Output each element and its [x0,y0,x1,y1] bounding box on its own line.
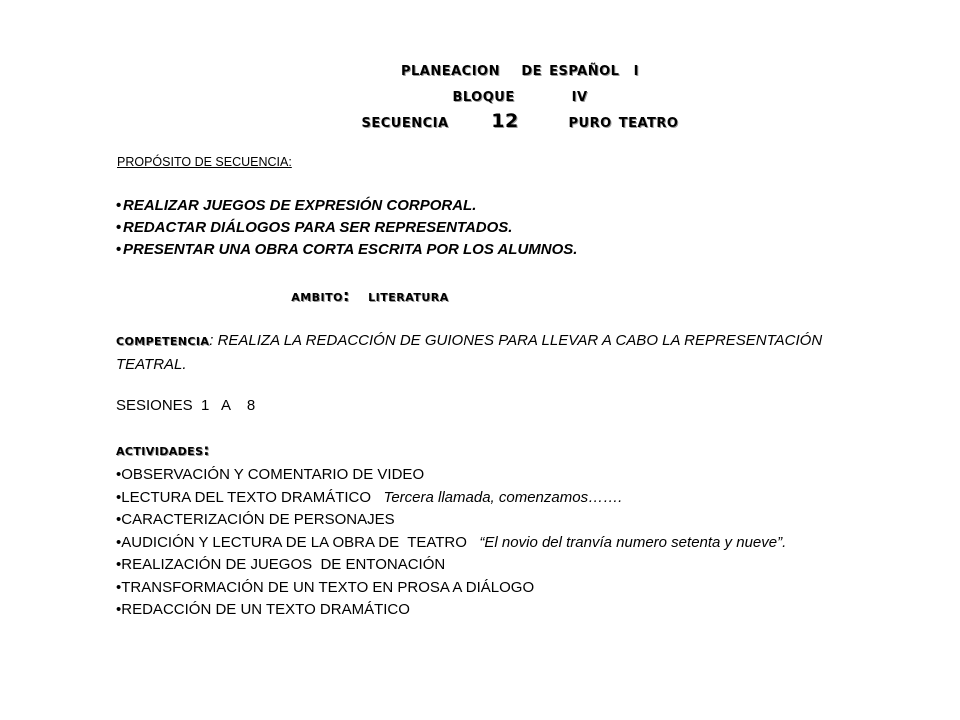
purpose-item [116,195,577,217]
bullet-icon: • [116,241,122,258]
bullet-icon: • [116,488,122,506]
activity-text: LECTURA DEL TEXTO DRAMÁTICO [121,488,384,506]
title-line-1: planeacion de español i [400,58,640,80]
purpose-item [116,217,577,239]
activity-item [116,554,786,577]
activity-text: OBSERVACIÓN Y COMENTARIO DE VIDEO [121,466,425,483]
activity-italic-text: Tercera llamada, comenzamos……. [383,488,623,506]
purpose-text: PRESENTAR UNA OBRA CORTA ESCRITA POR LOS ALUMNOS. [123,241,578,258]
activity-item [116,577,786,600]
activity-item [116,509,786,532]
activity-item [116,599,786,622]
purpose-item [116,239,577,261]
title-block [0,56,960,134]
sessions-line: SESIONES 1 A 8 [116,397,256,414]
activity-text: AUDICIÓN Y LECTURA DE LA OBRA DE TEATRO [121,533,480,551]
title-line-2: bloque iv [452,84,588,106]
competencia-label: competencia [116,331,210,349]
purpose-heading: PROPÓSITO DE SECUENCIA: [117,155,292,169]
bullet-icon: • [116,197,122,214]
activity-list [116,464,786,622]
bullet-icon: • [116,578,122,596]
activity-text: REALIZACIÓN DE JUEGOS DE ENTONACIÓN [121,556,446,573]
activity-item [116,487,786,510]
bullet-icon: • [116,219,122,236]
competencia-paragraph [116,328,896,377]
activity-italic-text: “El novio del tranvía numero setenta y nueve”. [479,533,787,551]
bullet-icon: • [116,556,122,573]
competencia-text: : REALIZA LA REDACCIÓN DE GUIONES PARA LLEVAR A CABO LA REPRESENTACIÓN TEATRAL. [116,332,823,373]
purpose-text: REDACTAR DIÁLOGOS PARA SER REPRESENTADOS. [123,219,513,236]
activities-heading: actividades: [116,441,210,459]
activity-text: REDACCIÓN DE UN TEXTO DRAMÁTICO [121,601,410,618]
activity-text: TRANSFORMACIÓN DE UN TEXTO EN PROSA A DIÁLOGO [121,578,535,596]
activity-item [116,532,786,555]
activity-text: CARACTERIZACIÓN DE PERSONAJES [121,511,395,528]
purpose-text: REALIZAR JUEGOS DE EXPRESIÓN CORPORAL. [123,197,477,214]
bullet-icon: • [116,533,122,551]
bullet-icon: • [116,466,122,483]
bullet-icon: • [116,601,122,618]
title-line-3: secuencia 12 puro teatro [361,110,679,132]
ambito-heading: ambito: literatura [291,286,449,305]
activity-item [116,464,786,487]
bullet-icon: • [116,511,122,528]
purpose-list [116,195,577,261]
